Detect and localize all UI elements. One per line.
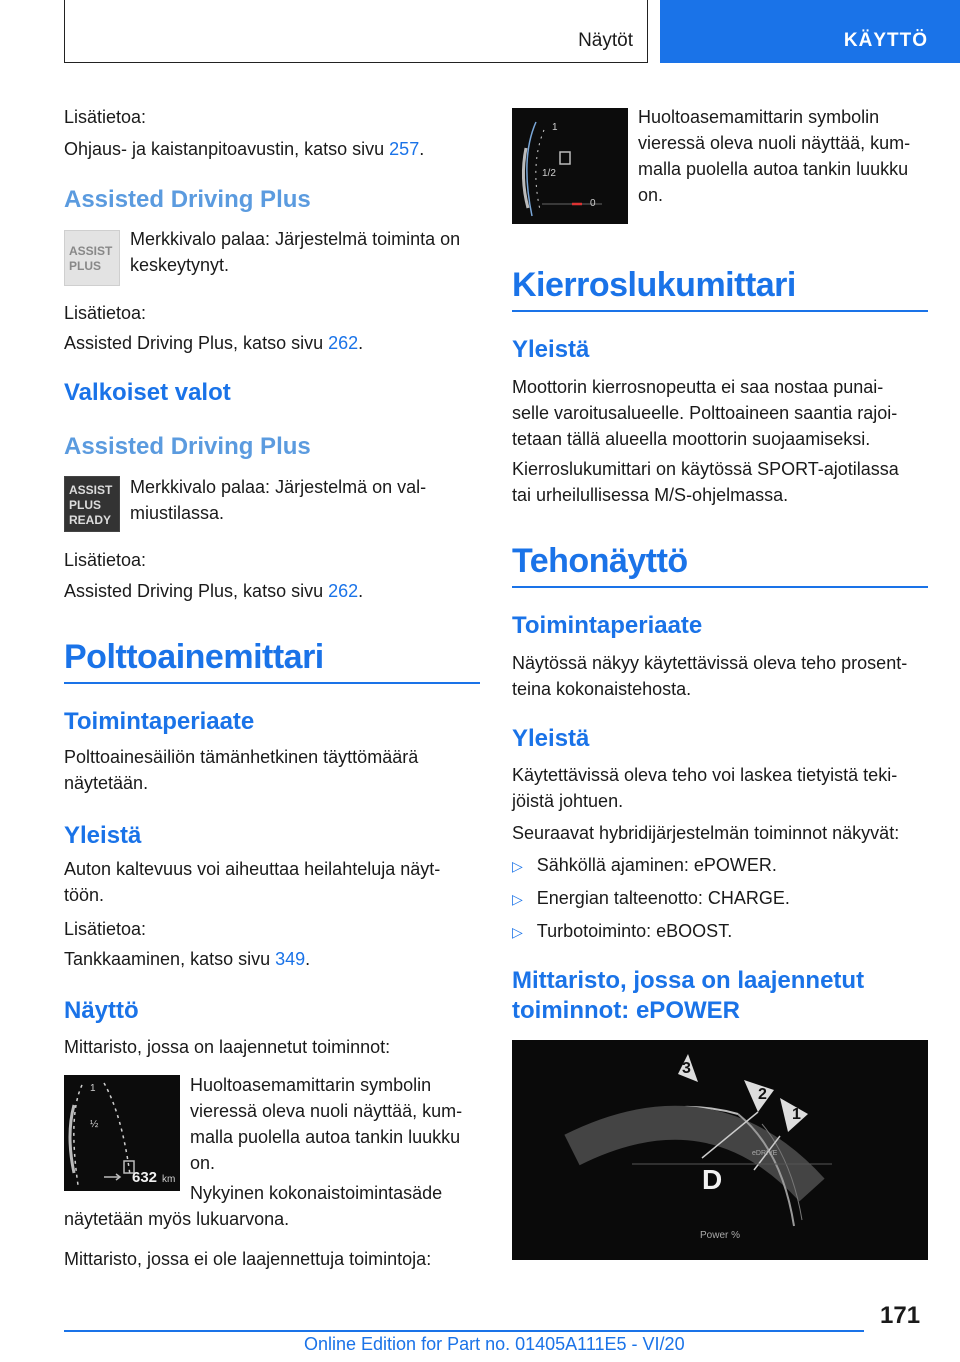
desc-line: malla puolella autoa tankin luukku [190, 1127, 461, 1147]
para-line: Käytettävissä oleva teho voi laskea tietyistä teki- [512, 765, 898, 785]
paragraph [64, 744, 418, 796]
range-value: 632 [132, 1169, 158, 1186]
desc-line: vieressä oleva nuoli näyttää, kum- [190, 1101, 463, 1121]
info-text-body: Ohjaus- ja kaistanpitoavustin, katso sivu [64, 139, 390, 159]
info-text-body: Tankkaaminen, katso sivu [64, 949, 276, 969]
chapter-heading: Polttoainemittari [64, 638, 324, 676]
page-link-262[interactable]: 262 [328, 581, 359, 601]
section-heading: Toimintaperiaate [512, 612, 703, 639]
list-item [512, 885, 790, 918]
gauge-description [190, 1072, 462, 1176]
section-heading: Toimintaperiaate [64, 708, 255, 735]
para-line: Kierroslukumittari on käytössä SPORT-ajotilassa [512, 459, 899, 479]
desc-line: vieressä oleva nuoli näyttää, kum- [638, 133, 911, 153]
gauge-mark-half: 1/2 [542, 168, 556, 179]
desc-line: Merkkivalo palaa: Järjestelmä toiminta on [130, 229, 461, 249]
page-link-262[interactable]: 262 [328, 333, 359, 353]
desc-line: miustilassa. [130, 503, 225, 523]
info-label: Lisätietoa: [64, 550, 147, 570]
info-text-end: . [358, 333, 364, 353]
power-display-graphic [512, 1040, 928, 1260]
paragraph [512, 762, 897, 814]
chapter-heading: Kierroslukumittari [512, 266, 796, 304]
edrive-label: eDRIVE [752, 1150, 778, 1157]
desc-line: on. [190, 1153, 216, 1173]
para-line: selle varoitusalueelle. Polttoaineen saantia rajoi- [512, 403, 898, 423]
list-item-text: Energian talteenotto: CHARGE. [536, 888, 790, 908]
para-line: jöistä johtuen. [512, 791, 624, 811]
gauge-mark-full: 1 [552, 122, 558, 133]
indicator-description [130, 226, 460, 278]
para-line: Moottorin kierrosnopeutta ei saa nostaa punai- [512, 377, 884, 397]
section-heading: Valkoiset valot [64, 379, 231, 406]
power-display-figure [512, 1040, 928, 1260]
header-section-box [64, 0, 648, 63]
desc-line: malla puolella autoa tankin luukku [638, 159, 909, 179]
section-heading: Yleistä [64, 822, 142, 849]
para-line: Polttoainesäiliön tämänhetkinen täyttömäärä [64, 747, 419, 767]
footer-rule [64, 1330, 864, 1332]
callout-1: 1 [792, 1106, 801, 1123]
info-text-end: . [419, 139, 425, 159]
para-line: tetaan tällä alueella moottorin suojaamiseksi. [512, 429, 871, 449]
range-text: Nykyinen kokonaistoimintasäde [190, 1183, 443, 1203]
range-text-cont: näytetään myös lukuarvona. [64, 1209, 290, 1229]
list-item-text: Turbotoiminto: eBOOST. [536, 921, 733, 941]
section-heading [512, 966, 864, 1026]
heading-line: toiminnot: ePOWER [512, 997, 740, 1024]
triangle-bullet-icon: ▷ [512, 891, 523, 907]
footer-edition: Online Edition for Part no. 01405A111E5 - VI/20 [304, 1334, 685, 1354]
info-text-end: . [358, 581, 364, 601]
section-heading: Assisted Driving Plus [64, 186, 311, 213]
gauge-mark-half: ½ [90, 1119, 99, 1130]
desc-line: Merkkivalo palaa: Järjestelmä on val- [130, 477, 427, 497]
info-text [64, 136, 424, 162]
para-line: näytetään. [64, 773, 149, 793]
info-text [64, 946, 310, 972]
chapter-heading: Tehonäyttö [512, 542, 688, 580]
fuel-gauge-basic-graphic [512, 108, 628, 224]
section-heading: Yleistä [512, 336, 590, 363]
triangle-bullet-icon: ▷ [512, 858, 523, 874]
indicator-label: ASSIST PLUS [69, 244, 113, 273]
list-item-text: Sähköllä ajaminen: ePOWER. [536, 855, 777, 875]
header-chapter-title: KÄYTTÖ [843, 30, 928, 51]
chapter-rule [512, 586, 928, 588]
paragraph: Mittaristo, jossa on laajennetut toiminnot: [64, 1037, 391, 1057]
header-section-title: Näytöt [578, 30, 633, 51]
indicator-label: ASSIST PLUS READY [69, 483, 113, 527]
page-link-257[interactable]: 257 [389, 139, 420, 159]
heading-line: Mittaristo, jossa on laajennetut [512, 967, 865, 994]
para-line: Auton kaltevuus voi aiheuttaa heilahteluja näyt- [64, 859, 441, 879]
info-label: Lisätietoa: [64, 107, 147, 127]
info-text-body: Assisted Driving Plus, katso sivu [64, 581, 329, 601]
header-chapter-tab[interactable] [660, 0, 960, 63]
section-heading: Yleistä [512, 725, 590, 752]
para-line: teina kokonaistehosta. [512, 679, 692, 699]
fuel-gauge-basic-figure [512, 108, 628, 224]
assist-plus-indicator-icon [64, 230, 120, 286]
indicator-description [130, 474, 426, 526]
page-number: 171 [880, 1302, 921, 1329]
paragraph: Seuraavat hybridijärjestelmän toiminnot näkyvät: [512, 823, 900, 843]
list-item [512, 918, 790, 951]
paragraph: Mittaristo, jossa ei ole laajennettuja toimintoja: [64, 1249, 432, 1269]
bullet-list [512, 852, 790, 951]
gauge-mark-full: 1 [90, 1083, 96, 1094]
gear-indicator: D [702, 1164, 723, 1195]
chapter-rule [64, 682, 480, 684]
gauge-mark-empty: 0 [590, 198, 596, 209]
info-text-body: Assisted Driving Plus, katso sivu [64, 333, 329, 353]
desc-line: on. [638, 185, 664, 205]
desc-line: Huoltoasemamittarin symbolin [190, 1075, 432, 1095]
callout-2: 2 [758, 1086, 767, 1103]
assist-plus-ready-indicator-icon [64, 476, 120, 532]
section-heading: Assisted Driving Plus [64, 433, 311, 460]
info-label: Lisätietoa: [64, 303, 147, 323]
triangle-bullet-icon: ▷ [512, 924, 523, 940]
paragraph [512, 650, 907, 702]
fuel-gauge-figure [64, 1075, 180, 1191]
para-line: töön. [64, 885, 105, 905]
info-text-end: . [305, 949, 311, 969]
paragraph [64, 856, 440, 908]
callout-3: 3 [682, 1060, 691, 1077]
section-heading: Näyttö [64, 997, 139, 1024]
list-item [512, 852, 790, 885]
info-text [64, 330, 363, 356]
power-label: Power % [700, 1230, 741, 1241]
info-label: Lisätietoa: [64, 919, 147, 939]
page-link-349[interactable]: 349 [275, 949, 306, 969]
desc-line: Huoltoasemamittarin symbolin [638, 107, 880, 127]
desc-line: keskeytynyt. [130, 255, 230, 275]
paragraph [512, 374, 897, 452]
gauge-description [638, 104, 910, 208]
para-line: tai urheilullisessa M/S-ohjelmassa. [512, 485, 789, 505]
info-text [64, 578, 363, 604]
range-unit: km [162, 1174, 176, 1185]
chapter-rule [512, 310, 928, 312]
paragraph [512, 456, 899, 508]
para-line: Näytössä näkyy käytettävissä oleva teho prosent- [512, 653, 908, 673]
